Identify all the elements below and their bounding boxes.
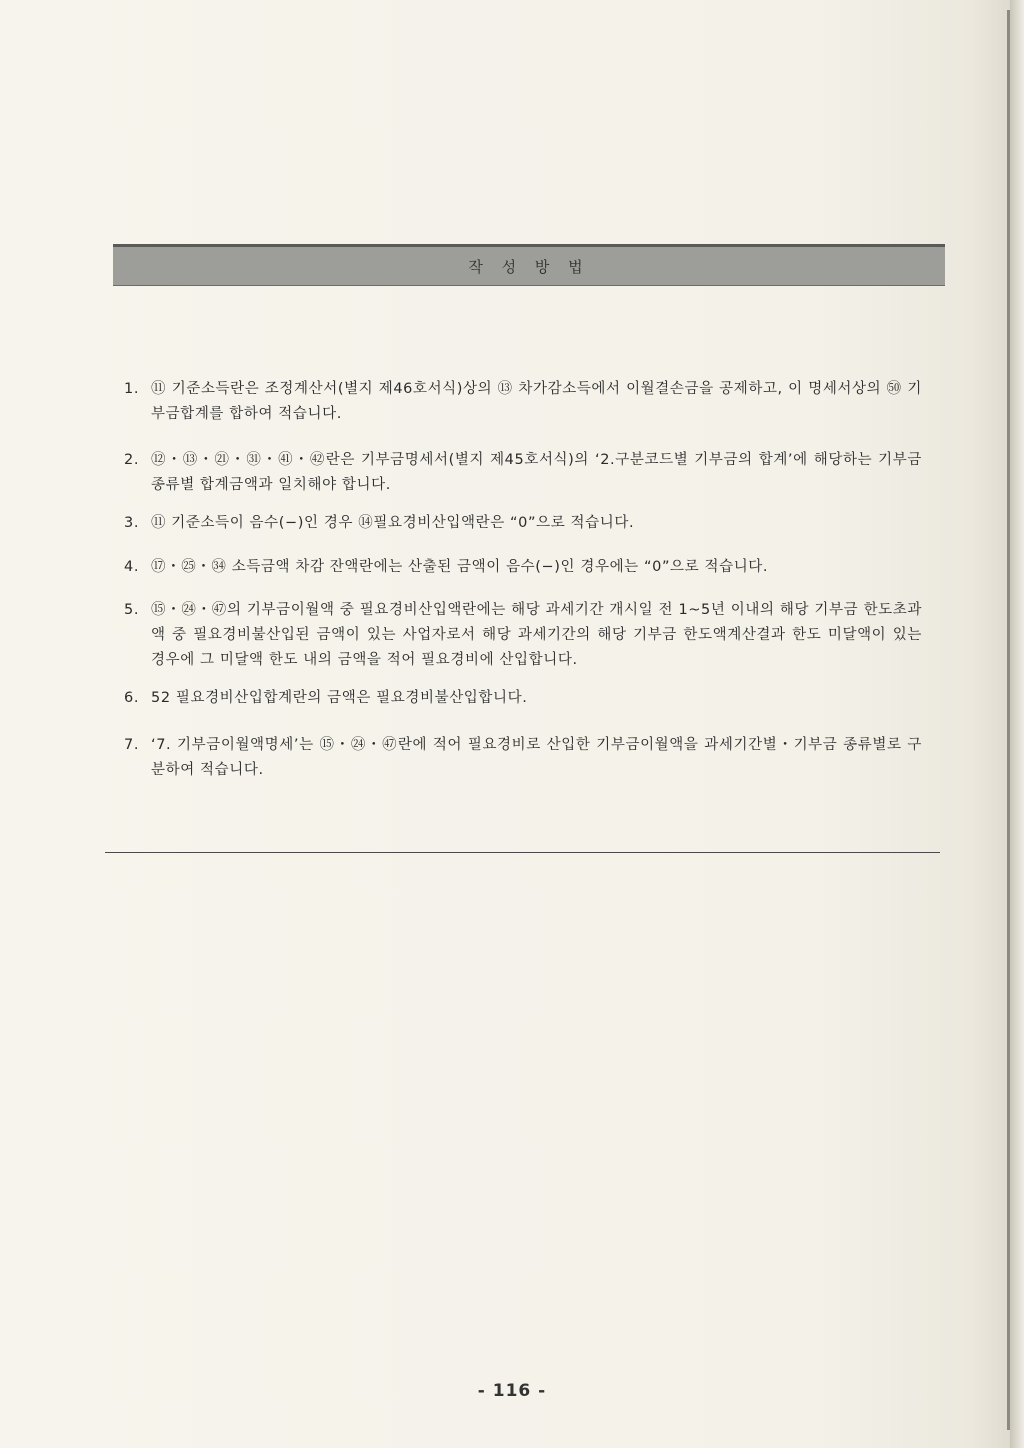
page-number: - 116 - (477, 1381, 547, 1401)
instruction-item-7 (124, 733, 922, 783)
page-edge-line (1007, 10, 1010, 1430)
item-number: 4. (124, 559, 140, 575)
item-text: ⑪ 기준소득란은 조정계산서(별지 제46호서식)상의 ⑬ 차가감소득에서 이월결손금을 공제하고, 이 명세서상의 ㊿ 기부금합계를 합하여 적습니다. (151, 381, 922, 422)
instruction-item-3 (124, 511, 922, 536)
instruction-item-4 (124, 555, 922, 580)
item-text: ⑫・⑬・㉑・㉛・㊶・㊷란은 기부금명세서(별지 제45호서식)의 ‘2.구분코드별 기부금의 합계’에 해당하는 기부금종류별 합계금액과 일치해야 합니다. (151, 452, 922, 493)
item-text: ⑰・㉕・㉞ 소득금액 차감 잔액란에는 산출된 금액이 음수(−)인 경우에는 “0”으로 적습니다. (151, 559, 769, 575)
instruction-item-2 (124, 448, 922, 498)
section-header-band (113, 244, 945, 286)
item-text: ⑮・㉔・㊼의 기부금이월액 중 필요경비산입액란에는 해당 과세기간 개시일 전 1~5년 이내의 해당 기부금 한도초과액 중 필요경비불산입된 금액이 있는 사업자로서 해당 과세기간의 해당 기부금 한도액계산결과 한도 미달액이 있는 경우에 그 미달액 한도 내의 금액을 적어 필요경비에 산입합니다. (151, 602, 922, 668)
item-text: 52 필요경비산입합계란의 금액은 필요경비불산입합니다. (151, 690, 528, 706)
item-number: 2. (124, 452, 140, 468)
item-number: 6. (124, 690, 140, 706)
instruction-item-6 (124, 686, 922, 711)
section-divider (105, 852, 940, 853)
item-number: 7. (124, 737, 140, 753)
item-number: 5. (124, 602, 140, 618)
item-text: ⑪ 기준소득이 음수(−)인 경우 ⑭필요경비산입액란은 “0”으로 적습니다. (151, 515, 635, 531)
item-number: 3. (124, 515, 140, 531)
section-title: 작 성 방 법 (468, 257, 590, 276)
item-number: 1. (124, 381, 140, 397)
binding-shadow (1010, 0, 1024, 1448)
item-text: ‘7. 기부금이월액명세’는 ⑮・㉔・㊼란에 적어 필요경비로 산입한 기부금이월액을 과세기간별・기부금 종류별로 구분하여 적습니다. (151, 737, 922, 778)
instruction-item-1 (124, 377, 922, 427)
instruction-item-5 (124, 598, 922, 673)
